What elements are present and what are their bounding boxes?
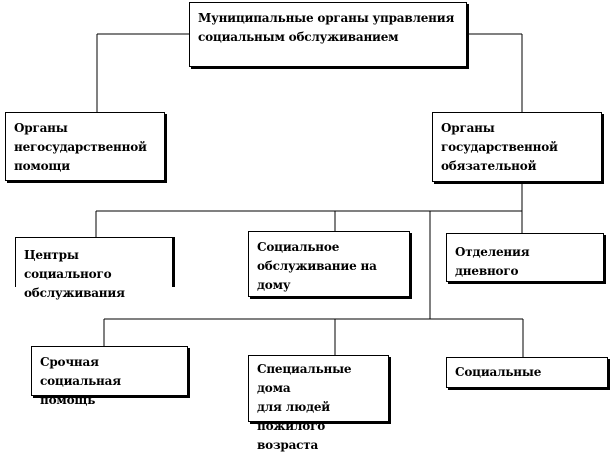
home-service-line-2: обслуживание на (257, 259, 377, 273)
urgent-help-box (31, 346, 188, 407)
home-service-line-3: дому (257, 278, 291, 292)
gov-organs-box (432, 112, 602, 182)
special-homes-box (248, 355, 389, 452)
day-departments-line-2: дневного (455, 264, 519, 278)
special-homes-line-2: для людей (257, 400, 331, 414)
social-line-1: Социальные (455, 365, 542, 379)
centers-box (15, 237, 173, 300)
day-departments-line-1: Отделения (455, 245, 530, 259)
centers-line-1: Центры (24, 248, 79, 262)
root-line-1: Муниципальные органы управления (198, 11, 455, 25)
root-box (189, 2, 467, 67)
centers-line-2: социального (24, 267, 112, 281)
special-homes-line-1: Специальные дома (257, 362, 352, 395)
gov-line-2: государственной (441, 140, 558, 154)
day-departments-box (446, 233, 604, 282)
home-service-line-1: Социальное (257, 240, 340, 254)
home-service-box (248, 231, 410, 297)
nongov-line-2: негосударственной (14, 140, 147, 154)
social-box (446, 357, 608, 388)
root-line-2: социальным обслуживанием (198, 30, 399, 44)
urgent-line-1: Срочная (40, 355, 99, 369)
nongov-line-1: Органы (14, 121, 68, 135)
special-homes-line-3: пожилого возраста (257, 419, 326, 452)
gov-line-3: обязательной (441, 159, 537, 173)
gov-line-1: Органы (441, 121, 495, 135)
centers-line-3: обслуживания (24, 286, 125, 300)
nongov-line-3: помощи (14, 159, 70, 173)
nongov-organs-box (5, 112, 165, 181)
urgent-line-2: социальная помощь (40, 374, 121, 407)
